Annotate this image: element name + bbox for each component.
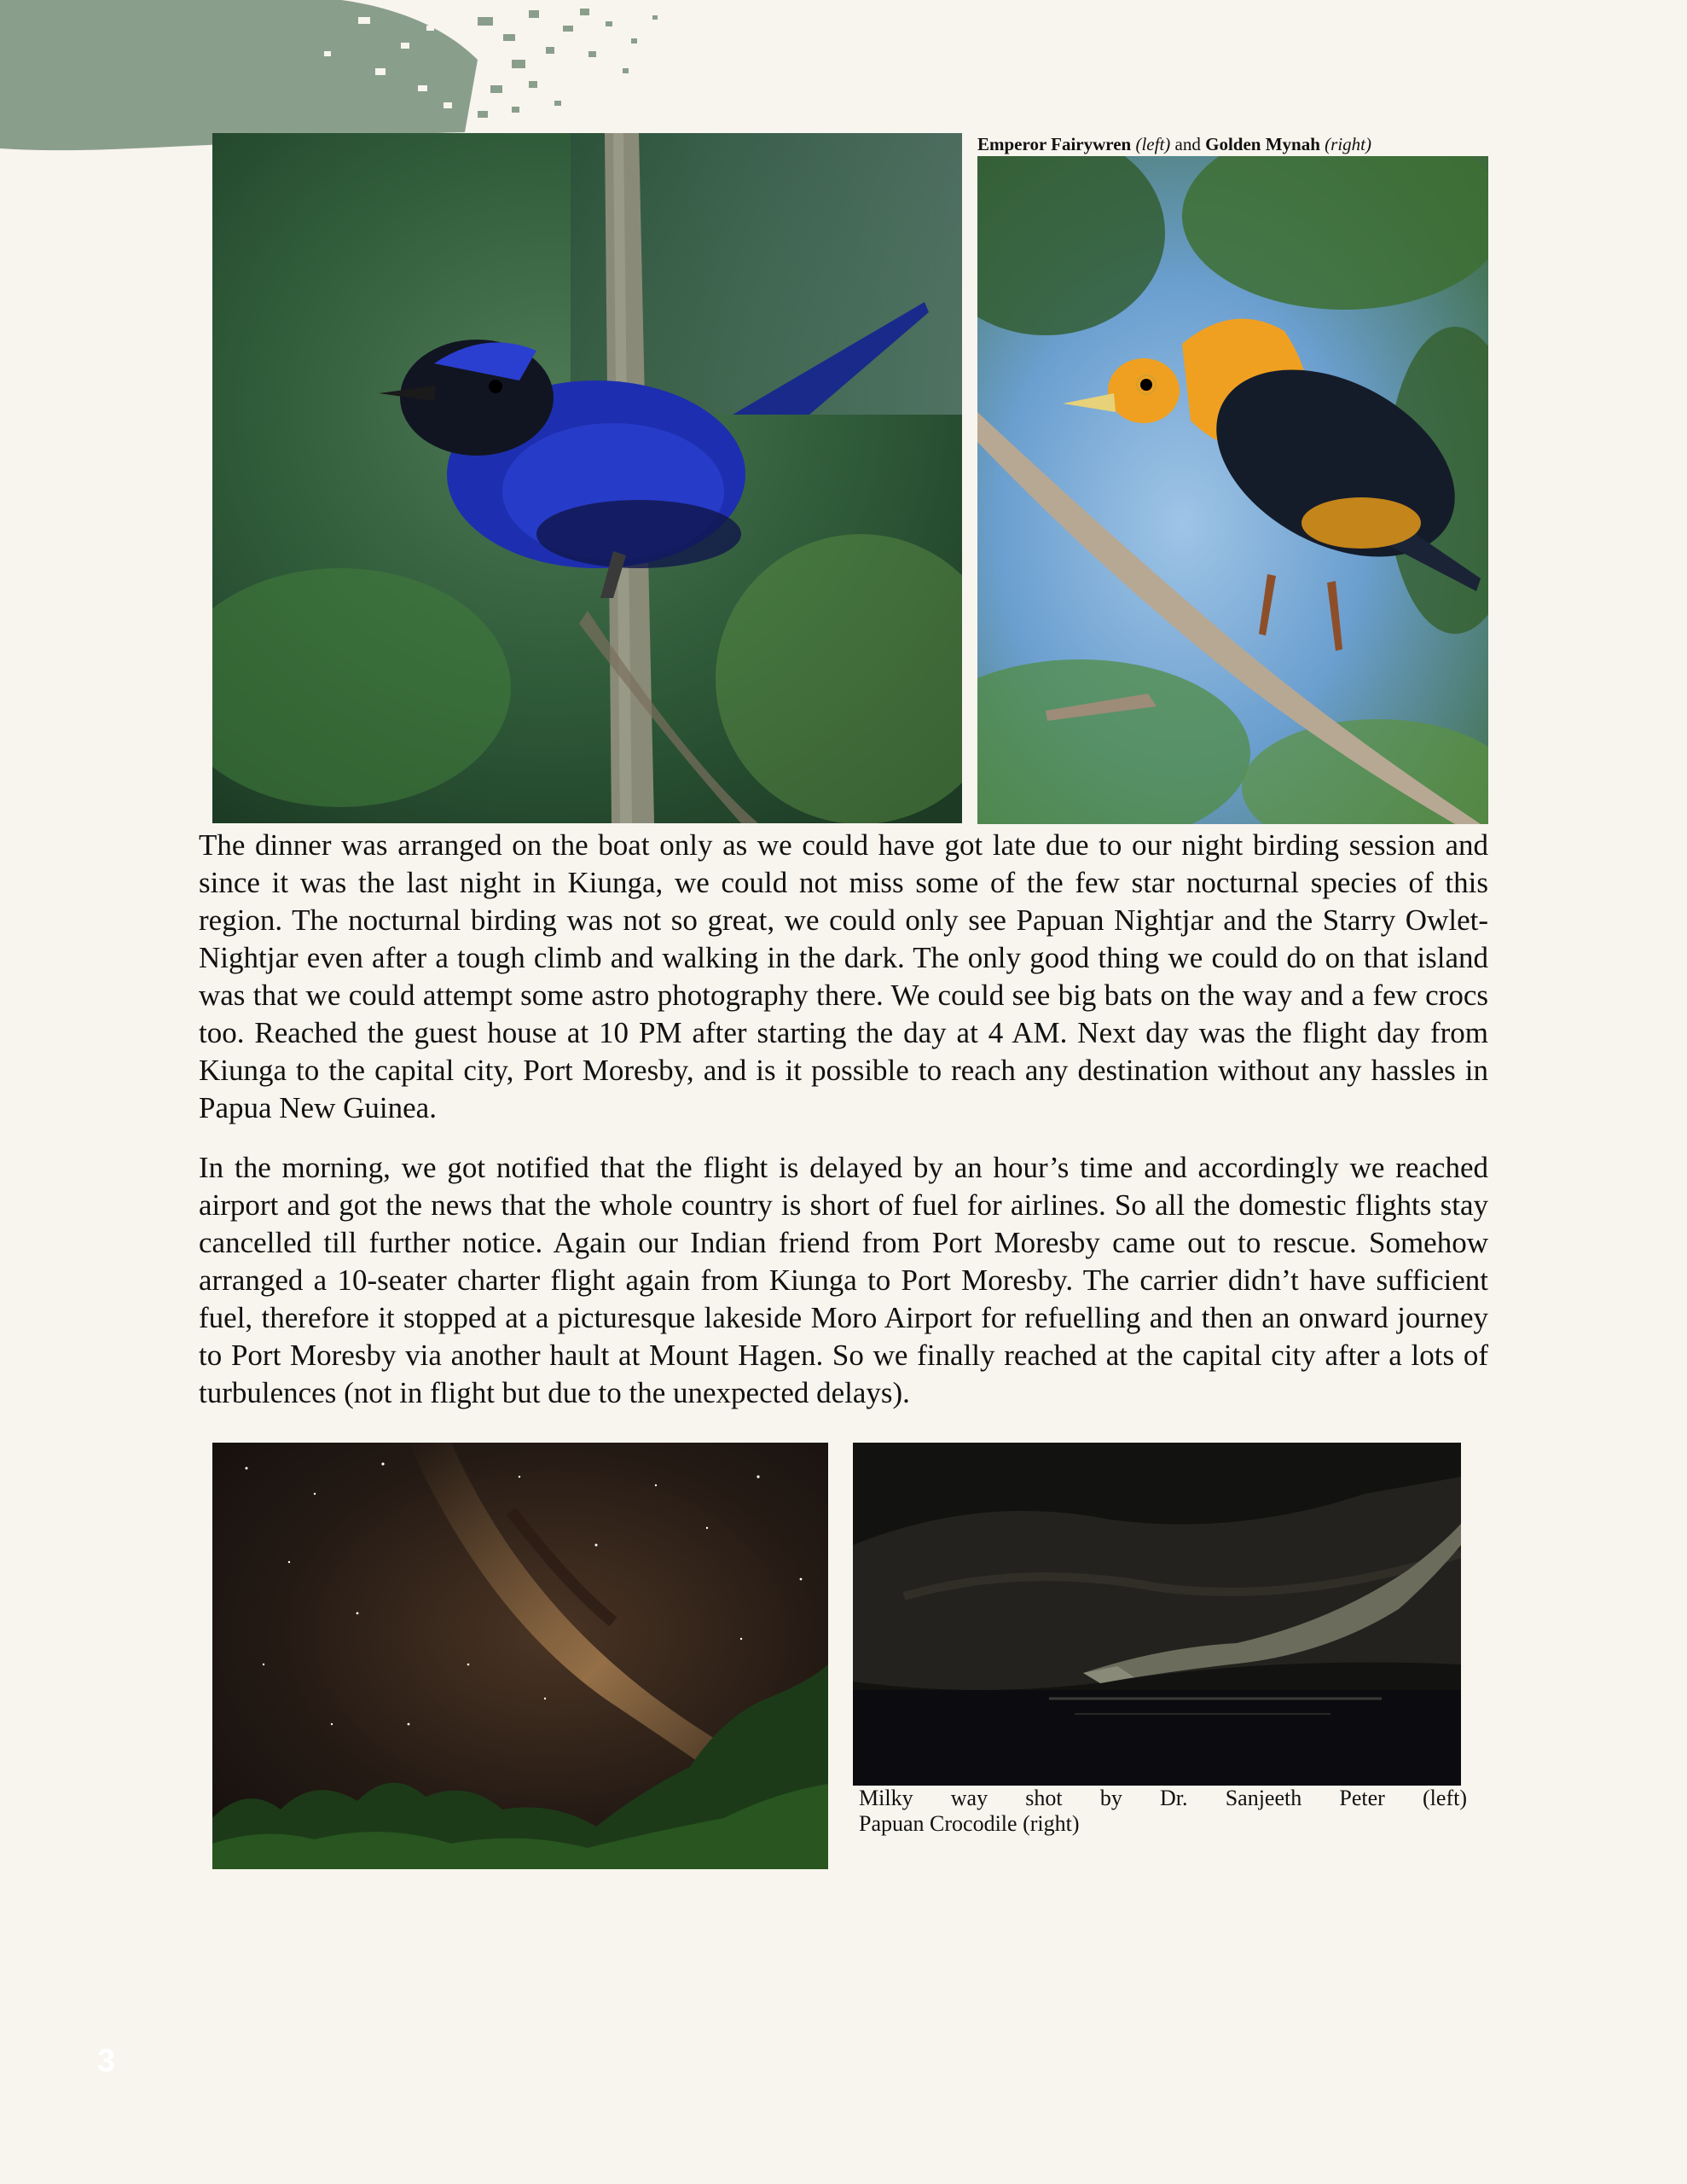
photo-papuan-crocodile <box>853 1443 1461 1786</box>
body-paragraph-2: In the morning, we got notified that the flight is delayed by an hour’s time and accordingly we reached airport and got the news that the whole country is short of fuel for airlines. So all the domestic flights stay cancelled till further notice. Again our Indian friend from Port Moresby came out to rescue. Somehow arranged a 10-seater charter flight again from Kiunga to Port Moresby. The carrier didn’t have sufficient fuel, therefore it stopped at a picturesque lakeside Moro Airport for refuelling and then an onward journey to Port Moresby via another hault at Mount Hagen. So we finally reached at the capital city after a lots of turbulences (not in flight but due to the unexpected delays). <box>199 1151 1488 1409</box>
photo-emperor-fairywren <box>212 133 962 823</box>
page-number: 3 <box>97 2043 116 2079</box>
caption-word: by <box>1099 1786 1122 1810</box>
caption-word: Sanjeeth <box>1225 1786 1302 1810</box>
caption-word: way <box>950 1786 988 1810</box>
caption-bird2: Golden Mynah <box>1205 134 1320 154</box>
caption-bottom-line2: Papuan Crocodile (right) <box>859 1811 1080 1836</box>
body-paragraph-1: The dinner was arranged on the boat only as we could have got late due to our night birding session and since it was the last night in Kiunga, we could not miss some of the few star nocturnal species of this region. The nocturnal birding was not so great, we could only see Papuan Nightjar and the Starry Owlet-Nightjar even after a tough climb and walking in the dark. The only good thing we could do on that island was that we could attempt some astro photography there. We could see big bats on the way and a few crocs too. Reached the guest house at 10 PM after starting the day at 4 AM. Next day was the flight day from Kiunga to the capital city, Port Moresby, and is it possible to reach any destination without any hassles in Papua New Guinea. <box>199 828 1488 1124</box>
caption-word: Peter <box>1339 1786 1385 1810</box>
photo-caption-top <box>977 133 1489 155</box>
caption-bird2-pos: (right) <box>1325 134 1371 154</box>
caption-bottom-line1 <box>859 1786 1467 1811</box>
caption-word: Milky <box>859 1786 913 1810</box>
caption-word: (left) <box>1423 1786 1467 1810</box>
caption-and: and <box>1174 134 1201 154</box>
photo-caption-bottom <box>859 1786 1467 1837</box>
photo-golden-mynah <box>977 156 1488 824</box>
caption-bird1-pos: (left) <box>1135 134 1171 154</box>
caption-bird1: Emperor Fairywren <box>977 134 1132 154</box>
photo-milky-way <box>212 1443 828 1869</box>
caption-word: shot <box>1025 1786 1063 1810</box>
caption-word: Dr. <box>1160 1786 1188 1810</box>
